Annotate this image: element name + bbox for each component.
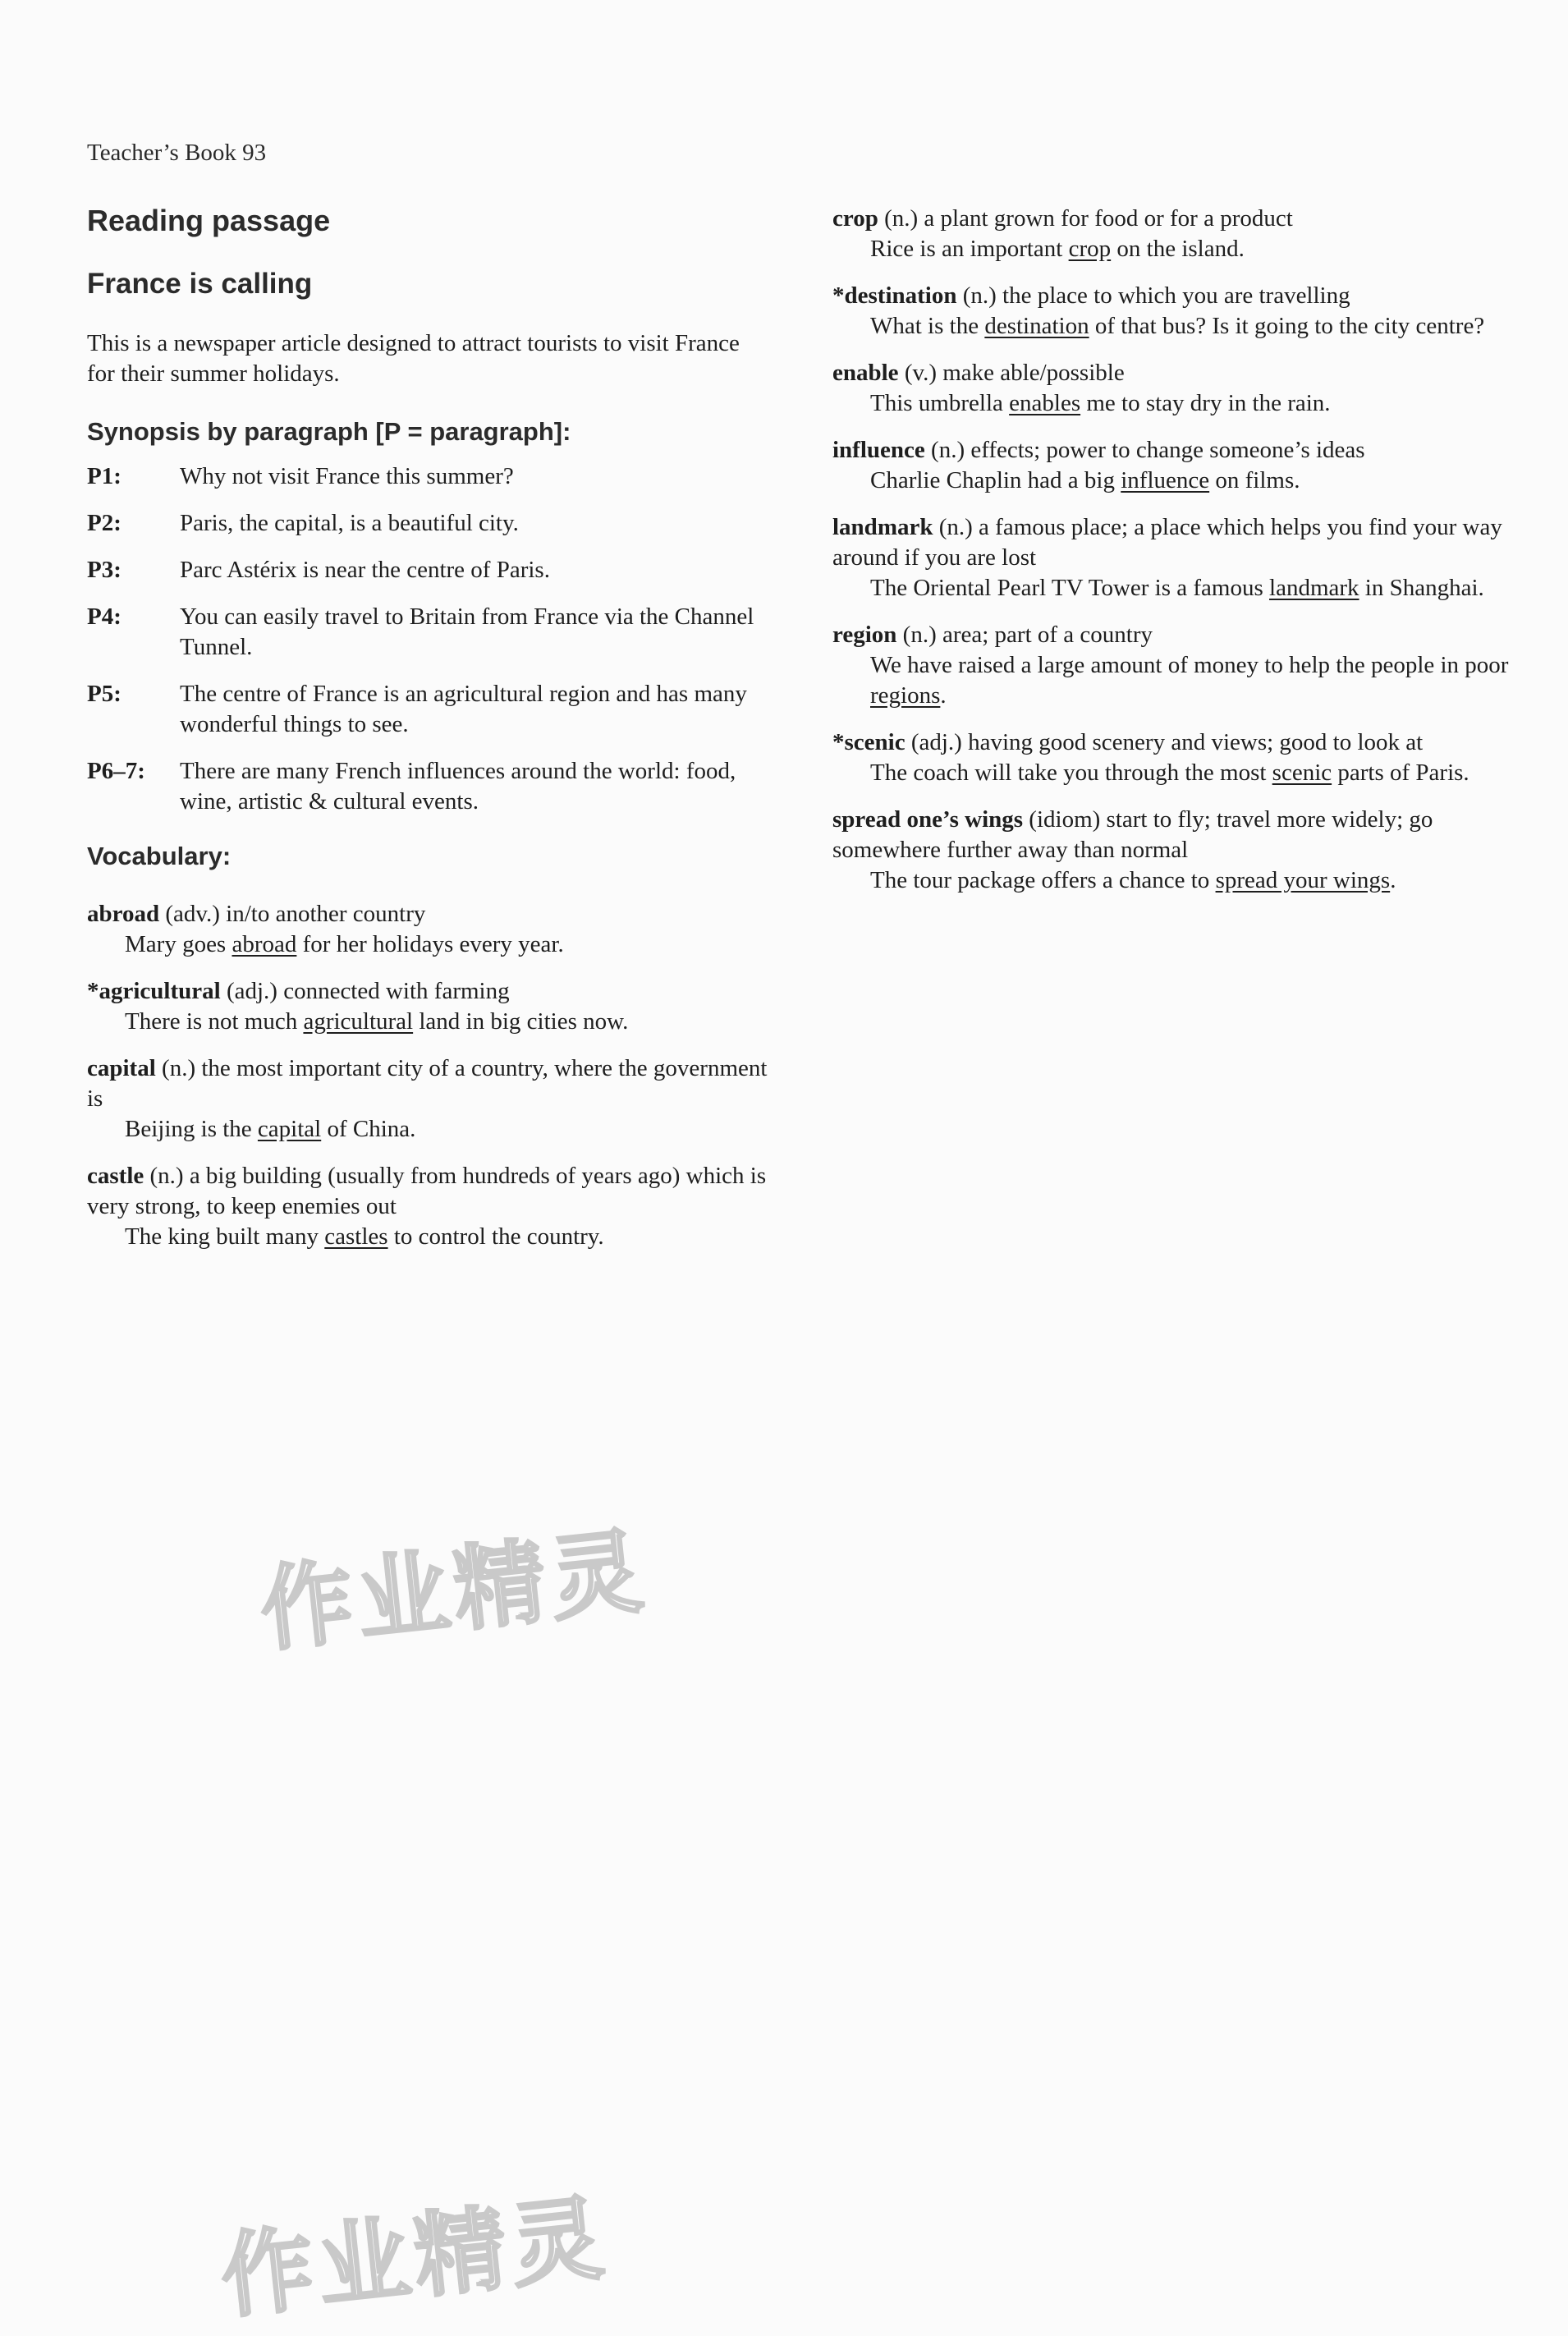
synopsis-text: The centre of France is an agricultural region and has many wonderful things to see. — [180, 681, 747, 737]
example-text: Rice is an important — [870, 236, 1069, 262]
vocabulary-heading: Vocabulary: — [87, 842, 232, 870]
synopsis-item — [87, 602, 768, 663]
right-column — [832, 204, 1530, 912]
running-head: Teacher’s Book 93 — [87, 140, 267, 166]
vocab-definition: (n.) area; part of a country — [896, 622, 1153, 648]
example-keyword: regions — [870, 682, 941, 709]
vocab-example — [87, 929, 768, 960]
vocab-word: abroad — [87, 901, 160, 927]
vocab-word: *scenic — [832, 729, 905, 755]
example-text: There is not much — [125, 1008, 304, 1035]
example-text: on films. — [1209, 467, 1300, 493]
vocab-entry-spread-ones-wings — [832, 805, 1530, 896]
example-text: Charlie Chaplin had a big — [870, 467, 1121, 493]
vocab-word: spread one’s wings — [832, 806, 1024, 833]
example-keyword: abroad — [232, 931, 297, 957]
vocab-definition: (n.) a famous place; a place which helps you find your way around if you are lost — [832, 514, 1502, 571]
synopsis-item — [87, 756, 768, 817]
watermark: 作业精灵 — [216, 2184, 613, 2332]
example-text: land in big cities now. — [413, 1008, 629, 1035]
vocab-entry-destination — [832, 281, 1530, 342]
vocab-entry-landmark — [832, 512, 1530, 604]
example-text: me to stay dry in the rain. — [1080, 390, 1331, 416]
vocab-entry-agricultural — [87, 976, 768, 1037]
vocab-definition: (adj.) connected with farming — [220, 978, 510, 1004]
synopsis-heading: Synopsis by paragraph [P = paragraph]: — [87, 417, 571, 446]
vocab-word: *agricultural — [87, 978, 221, 1004]
synopsis-num: P4: — [87, 604, 121, 630]
vocab-entry-region — [832, 620, 1530, 711]
example-text: Mary goes — [125, 931, 232, 957]
vocab-word: enable — [832, 360, 899, 386]
vocab-definition: (adv.) in/to another country — [159, 901, 426, 927]
vocab-definition: (idiom) start to fly; travel more widely; go somewhere further away than normal — [832, 806, 1433, 863]
vocab-definition: (n.) a plant grown for food or for a product — [878, 205, 1293, 232]
vocab-definition: (adj.) having good scenery and views; good to look at — [905, 729, 1424, 755]
synopsis-item — [87, 555, 768, 585]
intro-text: This is a newspaper article designed to attract tourists to visit France for their summer holidays. — [87, 330, 740, 387]
section-heading: Reading passage — [87, 204, 331, 237]
synopsis-num: P6–7: — [87, 758, 145, 784]
vocab-definition: (n.) the most important city of a country, where the government is — [87, 1055, 768, 1112]
vocab-example — [832, 234, 1530, 264]
synopsis-num: P5: — [87, 681, 121, 707]
example-text: . — [940, 682, 947, 709]
vocab-word: capital — [87, 1055, 156, 1081]
vocab-word: influence — [832, 437, 925, 463]
synopsis-item — [87, 461, 768, 492]
example-text: The Oriental Pearl TV Tower is a famous — [870, 575, 1270, 601]
example-keyword: scenic — [1272, 760, 1332, 786]
vocab-entry-crop — [832, 204, 1530, 264]
vocab-example — [832, 758, 1530, 788]
vocab-definition: (n.) effects; power to change someone’s ideas — [924, 437, 1365, 463]
example-text: in Shanghai. — [1359, 575, 1484, 601]
example-text: The king built many — [125, 1223, 325, 1250]
example-text: on the island. — [1111, 236, 1245, 262]
synopsis-text: Paris, the capital, is a beautiful city. — [180, 510, 519, 536]
vocab-entry-capital — [87, 1053, 768, 1145]
synopsis-text: You can easily travel to Britain from France via the Channel Tunnel. — [180, 604, 754, 660]
vocab-example — [832, 650, 1530, 711]
example-keyword: crop — [1068, 236, 1112, 262]
synopsis-text: There are many French influences around the world: food, wine, artistic & cultural events. — [180, 758, 736, 815]
synopsis-text: Why not visit France this summer? — [180, 463, 514, 489]
synopsis-text: Parc Astérix is near the centre of Paris. — [180, 557, 550, 583]
watermark: 作业精灵 — [255, 1517, 653, 1665]
passage-title: France is calling — [87, 268, 313, 300]
vocab-entry-enable — [832, 358, 1530, 419]
example-text: parts of Paris. — [1332, 760, 1469, 786]
example-keyword: destination — [984, 313, 1089, 339]
vocab-word: crop — [832, 205, 878, 232]
vocab-example — [832, 865, 1530, 896]
vocab-definition: (n.) the place to which you are travelling — [956, 282, 1350, 309]
example-text: The tour package offers a chance to — [870, 867, 1216, 893]
example-text: of China. — [321, 1116, 416, 1142]
vocab-example — [832, 311, 1530, 342]
synopsis-num: P2: — [87, 510, 121, 536]
vocab-example — [832, 388, 1530, 419]
vocab-word: landmark — [832, 514, 933, 540]
synopsis-num: P1: — [87, 463, 121, 489]
synopsis-item — [87, 679, 768, 740]
vocab-definition: (v.) make able/possible — [898, 360, 1125, 386]
vocab-entry-scenic — [832, 727, 1530, 788]
vocab-word: castle — [87, 1163, 144, 1189]
example-keyword: castles — [324, 1223, 388, 1250]
vocab-entry-abroad — [87, 899, 768, 960]
example-text: for her holidays every year. — [296, 931, 564, 957]
vocab-example — [87, 1114, 768, 1145]
synopsis-item — [87, 508, 768, 539]
example-keyword: enables — [1009, 390, 1081, 416]
vocab-entry-influence — [832, 435, 1530, 496]
example-keyword: influence — [1121, 467, 1210, 493]
example-text: The coach will take you through the most — [870, 760, 1272, 786]
example-keyword: agricultural — [303, 1008, 414, 1035]
vocab-example — [832, 573, 1530, 604]
left-column — [87, 204, 768, 1269]
example-text: of that bus? Is it going to the city centre? — [1089, 313, 1485, 339]
vocab-definition: (n.) a big building (usually from hundreds of years ago) which is very strong, to keep enemies out — [87, 1163, 767, 1219]
example-text: What is the — [870, 313, 985, 339]
example-text: . — [1390, 867, 1396, 893]
example-keyword: capital — [257, 1116, 322, 1142]
vocab-word: *destination — [832, 282, 957, 309]
vocab-word: region — [832, 622, 897, 648]
vocab-example — [87, 1222, 768, 1252]
example-keyword: landmark — [1269, 575, 1359, 601]
example-text: to control the country. — [387, 1223, 604, 1250]
vocab-entry-castle — [87, 1161, 768, 1252]
vocab-example — [87, 1007, 768, 1037]
example-text: This umbrella — [870, 390, 1010, 416]
example-keyword: spread your wings — [1215, 867, 1391, 893]
vocab-example — [832, 466, 1530, 496]
example-text: Beijing is the — [125, 1116, 258, 1142]
synopsis-num: P3: — [87, 557, 121, 583]
example-text: We have raised a large amount of money to help the people in poor — [870, 652, 1509, 678]
synopsis-list — [87, 461, 768, 817]
